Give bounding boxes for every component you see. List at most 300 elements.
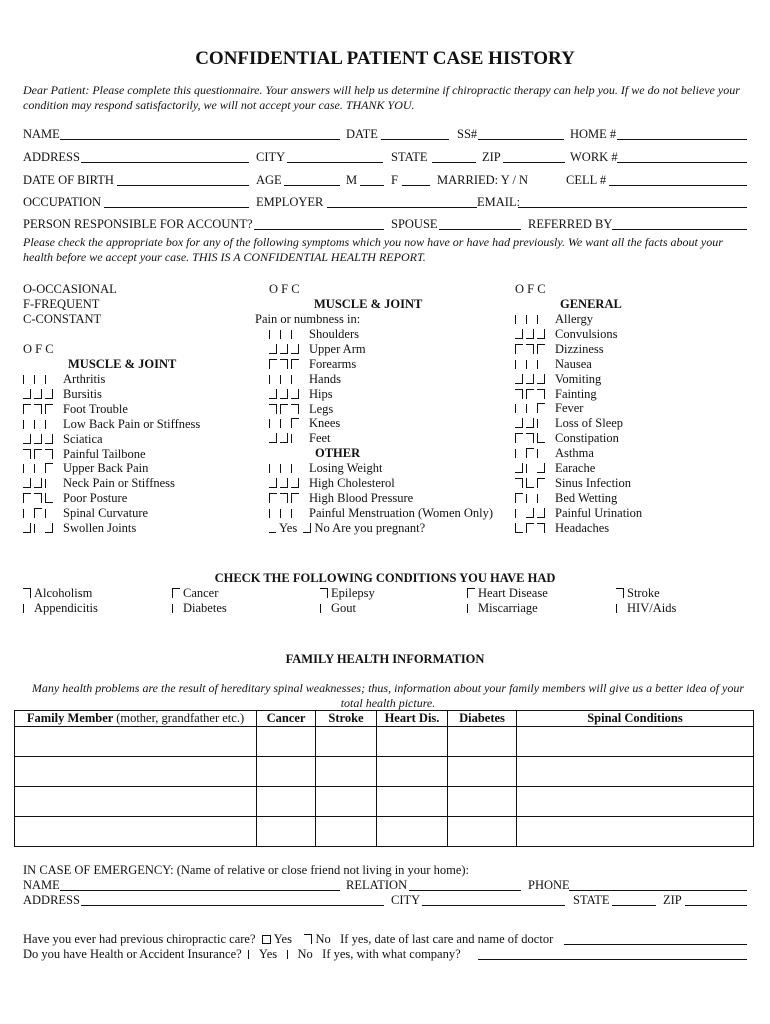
col-heart-dis: Heart Dis.	[377, 711, 448, 727]
q2-yes-checkbox[interactable]	[248, 950, 256, 959]
symptom-checkbox[interactable]	[269, 389, 277, 399]
em-relation-field[interactable]	[409, 878, 521, 891]
col1-item	[23, 417, 200, 432]
cond-cancer[interactable]: Cancer	[172, 586, 218, 601]
symptom-checkbox[interactable]	[515, 449, 523, 458]
symptom-checkbox[interactable]	[291, 330, 299, 339]
em-city-field[interactable]	[422, 893, 565, 906]
symptom-checkbox[interactable]	[34, 434, 42, 444]
q1-no-checkbox[interactable]	[304, 934, 312, 944]
f-label: F	[391, 173, 398, 187]
referred-field[interactable]	[612, 217, 747, 230]
symptom-checkbox[interactable]	[526, 478, 534, 488]
cond-diabetes[interactable]: Diabetes	[172, 601, 227, 616]
other-label: Losing Weight	[309, 461, 383, 475]
conditions-heading: CHECK THE FOLLOWING CONDITIONS YOU HAVE HAD	[214, 571, 556, 585]
symptom-checkbox[interactable]	[280, 419, 288, 428]
symptom-checkbox[interactable]	[23, 509, 31, 518]
col1-item	[23, 387, 200, 402]
symptom-checkbox[interactable]	[537, 389, 545, 399]
symptom-checkbox[interactable]	[537, 374, 545, 384]
symptom-checkbox[interactable]	[291, 493, 299, 503]
col3-item	[515, 446, 642, 461]
ofc-checkboxes[interactable]	[269, 491, 309, 506]
symptom-checkbox[interactable]	[515, 433, 523, 443]
symptom-checkbox[interactable]	[280, 433, 288, 443]
col1-item	[23, 476, 200, 491]
cond-appendicitis[interactable]: Appendicitis	[23, 601, 98, 616]
symptom-checkbox[interactable]	[291, 434, 299, 443]
symptom-checkbox[interactable]	[526, 464, 534, 473]
ofc-checkboxes[interactable]	[269, 372, 309, 387]
symptom-checkbox[interactable]	[291, 418, 299, 428]
other-heading: OTHER	[315, 446, 361, 460]
ofc-checkboxes[interactable]	[515, 446, 555, 461]
q1-yes-checkbox[interactable]	[262, 935, 271, 944]
col1-label: Foot Trouble	[63, 401, 128, 416]
ss-field[interactable]	[478, 127, 564, 140]
age-label: AGE	[256, 173, 282, 187]
symptom-checkbox[interactable]	[280, 509, 288, 518]
symptom-checkbox[interactable]	[45, 404, 53, 414]
cond-alcoholism[interactable]: Alcoholism	[23, 586, 92, 601]
cond-epilepsy[interactable]: Epilepsy	[320, 586, 375, 601]
table-row[interactable]	[15, 817, 754, 847]
q1-yes-label: Yes	[273, 932, 292, 946]
col3-item	[515, 506, 642, 521]
q2-no-checkbox[interactable]	[287, 950, 295, 959]
symptom-checkbox[interactable]	[280, 404, 288, 414]
col1-label: Neck Pain or Stiffness	[63, 476, 175, 491]
symptom-checkbox[interactable]	[23, 389, 31, 399]
ofc-checkboxes[interactable]	[23, 476, 63, 491]
pregnant-no-checkbox[interactable]	[303, 523, 311, 533]
col1-item	[23, 432, 200, 447]
col3-list	[515, 312, 642, 536]
table-row[interactable]	[15, 757, 754, 787]
col1-item	[23, 372, 200, 387]
symptom-checkbox[interactable]	[45, 523, 53, 533]
symptom-checkbox[interactable]	[537, 463, 545, 473]
symptom-checkbox[interactable]	[280, 359, 288, 369]
symptom-checkbox[interactable]	[526, 404, 534, 413]
col3-label: Painful Urination	[555, 505, 643, 520]
symptom-checkbox[interactable]	[269, 419, 277, 428]
ofc-checkboxes[interactable]	[515, 327, 555, 342]
dob-field[interactable]	[117, 173, 249, 186]
symptom-checkbox[interactable]	[526, 418, 534, 428]
ofc-checkboxes[interactable]	[269, 506, 309, 521]
symptom-checkbox[interactable]	[280, 330, 288, 339]
symptom-checkbox[interactable]	[45, 375, 53, 384]
ofc-checkboxes[interactable]	[269, 342, 309, 357]
q2-follow-label: If yes, with what company?	[322, 947, 461, 961]
col1-ofc-header: O F C	[23, 342, 54, 356]
spouse-field[interactable]	[439, 217, 521, 230]
symptom-checkbox[interactable]	[23, 493, 31, 503]
ofc-checkboxes[interactable]	[269, 476, 309, 491]
symptom-checkbox[interactable]	[526, 329, 534, 339]
col2-label: Hands	[309, 371, 341, 386]
col2-item	[269, 357, 366, 372]
ofc-checkboxes[interactable]	[23, 402, 63, 417]
other-label: High Blood Pressure	[309, 490, 414, 505]
symptom-checkbox[interactable]	[291, 478, 299, 488]
symptom-checkbox[interactable]	[515, 463, 523, 473]
ofc-checkboxes[interactable]	[515, 491, 555, 506]
q2-row	[23, 947, 461, 962]
symptom-checkbox[interactable]	[23, 420, 31, 429]
symptom-checkbox[interactable]	[291, 509, 299, 518]
symptom-checkbox[interactable]	[34, 464, 42, 473]
symptom-checkbox[interactable]	[269, 478, 277, 488]
col3-label: Sinus Infection	[555, 475, 632, 490]
m-field[interactable]	[360, 173, 384, 186]
col1-label: Upper Back Pain	[63, 461, 149, 476]
col3-heading: GENERAL	[560, 297, 622, 311]
ofc-checkboxes[interactable]	[515, 387, 555, 402]
symptom-checkbox[interactable]	[45, 493, 53, 503]
emergency-heading: IN CASE OF EMERGENCY: (Name of relative or close friend not living in your home):	[23, 863, 469, 877]
col2-label: Legs	[309, 401, 334, 416]
q2-company-field[interactable]	[478, 947, 747, 960]
col1-label: Bursitis	[63, 386, 102, 401]
symptom-checkbox[interactable]	[526, 523, 534, 533]
symptom-checkbox[interactable]	[269, 359, 277, 369]
col3-item	[515, 491, 642, 506]
ofc-checkboxes[interactable]	[269, 402, 309, 417]
symptom-checkbox[interactable]	[526, 374, 534, 384]
symptom-checkbox[interactable]	[537, 419, 545, 428]
symptom-checkbox[interactable]	[526, 508, 534, 518]
symptom-checkbox[interactable]	[537, 433, 545, 443]
symptom-checkbox[interactable]	[23, 478, 31, 488]
pregnant-yes-label: Yes	[279, 521, 298, 535]
col2-subheading: Pain or numbness in:	[255, 312, 361, 326]
symptom-checkbox[interactable]	[280, 493, 288, 503]
symptom-checkbox[interactable]	[515, 478, 523, 488]
ofc-checkboxes[interactable]	[515, 431, 555, 446]
symptom-checkbox[interactable]	[34, 404, 42, 414]
symptom-checkbox[interactable]	[291, 404, 299, 414]
col3-label: Allergy	[555, 312, 593, 326]
table-row[interactable]	[15, 787, 754, 817]
ofc-checkboxes[interactable]	[515, 401, 555, 416]
col1-item	[23, 402, 200, 417]
state-label: STATE	[391, 150, 428, 164]
cell-phone-field[interactable]	[609, 173, 747, 186]
symptom-checkbox[interactable]	[515, 509, 523, 518]
cond-stroke[interactable]: Stroke	[616, 586, 660, 601]
symptom-checkbox[interactable]	[515, 493, 523, 503]
symptom-checkbox[interactable]	[269, 330, 277, 339]
symptom-checkbox[interactable]	[23, 375, 31, 384]
col3-item	[515, 327, 642, 342]
col1-item	[23, 461, 200, 476]
symptom-checkbox[interactable]	[537, 494, 545, 503]
col3-item	[515, 521, 642, 536]
symptom-checkbox[interactable]	[537, 315, 545, 324]
ofc-checkboxes[interactable]	[515, 372, 555, 387]
ofc-checkboxes[interactable]	[23, 461, 63, 476]
symptom-checkbox[interactable]	[537, 403, 545, 413]
responsible-field[interactable]	[254, 217, 384, 230]
col-cancer: Cancer	[257, 711, 316, 727]
city-label: CITY	[256, 150, 286, 164]
date-label: DATE	[346, 127, 378, 141]
work-label: WORK #	[570, 150, 618, 164]
symptom-checkbox[interactable]	[526, 344, 534, 354]
q1-doctor-field[interactable]	[564, 932, 747, 945]
state-field[interactable]	[432, 150, 476, 163]
work-phone-field[interactable]	[617, 150, 747, 163]
ofc-checkboxes[interactable]	[269, 461, 309, 476]
employer-label: EMPLOYER	[256, 195, 324, 209]
q1-no-label: No	[315, 932, 331, 946]
married-label[interactable]: MARRIED: Y / N	[437, 173, 529, 187]
col1-label: Swollen Joints	[63, 521, 137, 536]
legend-occasional: O-OCCASIONAL	[23, 282, 117, 296]
symptom-checkbox[interactable]	[537, 344, 545, 354]
em-name-label: NAME	[23, 878, 60, 892]
col1-list	[23, 372, 200, 536]
home-phone-field[interactable]	[617, 127, 747, 140]
symptom-checkbox[interactable]	[269, 493, 277, 503]
symptom-checkbox[interactable]	[45, 463, 53, 473]
cond-miscarriage[interactable]: Miscarriage	[467, 601, 538, 616]
symptom-checkbox[interactable]	[45, 449, 53, 459]
symptom-checkbox[interactable]	[269, 375, 277, 384]
email-field[interactable]	[518, 195, 747, 208]
age-field[interactable]	[284, 173, 340, 186]
dob-label: DATE OF BIRTH	[23, 173, 114, 187]
col2-item	[269, 402, 366, 417]
symptom-checkbox[interactable]	[269, 509, 277, 518]
symptom-checkbox[interactable]	[515, 329, 523, 339]
symptom-checkbox[interactable]	[34, 449, 42, 459]
symptom-checkbox[interactable]	[515, 374, 523, 384]
symptom-checkbox[interactable]	[23, 434, 31, 444]
ss-label: SS#	[457, 127, 478, 141]
email-label: EMAIL:	[477, 195, 521, 209]
home-label: HOME #	[570, 127, 617, 141]
zip-field[interactable]	[503, 150, 565, 163]
ofc-checkboxes[interactable]	[515, 416, 555, 431]
symptom-checkbox[interactable]	[34, 524, 42, 533]
cond-heart-disease[interactable]: Heart Disease	[467, 586, 548, 601]
col1-item	[23, 447, 200, 462]
ofc-checkboxes[interactable]	[515, 521, 555, 536]
ofc-checkboxes[interactable]	[269, 357, 309, 372]
em-name-field[interactable]	[60, 878, 340, 891]
employer-field[interactable]	[327, 195, 477, 208]
col3-item	[515, 312, 642, 327]
em-state-field[interactable]	[612, 893, 656, 906]
em-state-label: STATE	[573, 893, 610, 907]
cond-gout[interactable]: Gout	[320, 601, 356, 616]
col2-item	[269, 372, 366, 387]
ofc-checkboxes[interactable]	[23, 447, 63, 462]
symptom-checkbox[interactable]	[269, 464, 277, 473]
address-field[interactable]	[81, 150, 249, 163]
col2-ofc-header: O F C	[269, 282, 300, 296]
col2-label: Forearms	[309, 356, 357, 371]
col3-label: Asthma	[555, 446, 594, 461]
spouse-label: SPOUSE	[391, 217, 438, 231]
symptom-checkbox[interactable]	[45, 434, 53, 444]
ofc-checkboxes[interactable]	[515, 476, 555, 491]
col1-label: Spinal Curvature	[63, 506, 149, 521]
f-field[interactable]	[402, 173, 430, 186]
symptom-checkbox[interactable]	[526, 433, 534, 443]
symptom-checkbox[interactable]	[280, 464, 288, 473]
symptom-checkbox[interactable]	[269, 344, 277, 354]
symptom-checkbox[interactable]	[34, 420, 42, 429]
symptom-checkbox[interactable]	[23, 464, 31, 473]
responsible-label: PERSON RESPONSIBLE FOR ACCOUNT?	[23, 217, 253, 231]
ofc-checkboxes[interactable]	[23, 491, 63, 506]
symptom-checkbox[interactable]	[280, 478, 288, 488]
symptom-checkbox[interactable]	[515, 404, 523, 413]
symptom-checkbox[interactable]	[515, 389, 523, 399]
q2-text: Do you have Health or Accident Insurance?	[23, 947, 242, 961]
col3-label: Convulsions	[555, 326, 618, 341]
symptom-checkbox[interactable]	[280, 389, 288, 399]
em-phone-label: PHONE	[528, 878, 570, 892]
em-address-field[interactable]	[81, 893, 384, 906]
symptom-checkbox[interactable]	[291, 344, 299, 354]
symptom-checkbox[interactable]	[537, 360, 545, 369]
family-table	[14, 710, 754, 847]
col3-label: Nausea	[555, 356, 592, 371]
symptom-checkbox[interactable]	[515, 418, 523, 428]
symptom-checkbox[interactable]	[34, 478, 42, 488]
symptom-checkbox[interactable]	[34, 375, 42, 384]
symptom-checkbox[interactable]	[45, 389, 53, 399]
symptom-checkbox[interactable]	[515, 315, 523, 324]
col3-ofc-header: O F C	[515, 282, 546, 296]
symptom-checkbox[interactable]	[515, 523, 523, 533]
ofc-checkboxes[interactable]	[23, 417, 63, 432]
table-row[interactable]	[15, 727, 754, 757]
ofc-checkboxes[interactable]	[515, 506, 555, 521]
ofc-checkboxes[interactable]	[269, 327, 309, 342]
col1-heading: MUSCLE & JOINT	[68, 357, 177, 371]
col3-item	[515, 416, 642, 431]
ofc-checkboxes[interactable]	[269, 387, 309, 402]
other-item	[269, 476, 493, 491]
col2-item	[269, 431, 366, 446]
symptom-checkbox[interactable]	[34, 508, 42, 518]
other-list	[269, 461, 493, 521]
symptom-checkbox[interactable]	[291, 359, 299, 369]
ofc-checkboxes[interactable]	[23, 506, 63, 521]
ofc-checkboxes[interactable]	[23, 387, 63, 402]
col1-item	[23, 521, 200, 536]
ofc-checkboxes[interactable]	[23, 432, 63, 447]
col2-label: Knees	[309, 416, 341, 431]
symptom-checkbox[interactable]	[526, 494, 534, 503]
col3-label: Headaches	[555, 520, 610, 535]
col3-label: Earache	[555, 461, 596, 476]
ofc-checkboxes[interactable]	[515, 312, 555, 327]
symptom-checkbox[interactable]	[34, 389, 42, 399]
symptom-checkbox[interactable]	[45, 509, 53, 518]
symptom-checkbox[interactable]	[537, 508, 545, 518]
family-intro: Many health problems are the result of hereditary spinal weaknesses; thus, information about your family members will give us a better idea of your total health picture.	[31, 681, 745, 710]
col2-label: Feet	[309, 431, 331, 446]
cond-hiv-aids[interactable]: HIV/Aids	[616, 601, 676, 616]
symptom-checkbox[interactable]	[23, 523, 31, 533]
symptom-checkbox[interactable]	[23, 404, 31, 414]
ofc-checkboxes[interactable]	[269, 431, 309, 446]
col2-label: Hips	[309, 386, 333, 401]
symptom-checkbox[interactable]	[526, 389, 534, 399]
em-zip-field[interactable]	[685, 893, 747, 906]
symptom-checkbox[interactable]	[515, 360, 523, 369]
q1-text: Have you ever had previous chiropractic care?	[23, 932, 256, 946]
ofc-checkboxes[interactable]	[23, 372, 63, 387]
occupation-label: OCCUPATION	[23, 195, 102, 209]
symptom-checkbox[interactable]	[526, 360, 534, 369]
name-field[interactable]	[60, 127, 340, 140]
symptom-checkbox[interactable]	[526, 315, 534, 324]
col1-label: Painful Tailbone	[63, 446, 146, 461]
name-label: NAME	[23, 127, 60, 141]
date-field[interactable]	[381, 127, 449, 140]
symptom-checkbox[interactable]	[269, 433, 277, 443]
symptom-checkbox[interactable]	[526, 448, 534, 458]
symptom-checkbox[interactable]	[537, 329, 545, 339]
symptom-checkbox[interactable]	[280, 375, 288, 384]
col1-label: Low Back Pain or Stiffness	[63, 416, 201, 431]
ofc-checkboxes[interactable]	[515, 357, 555, 372]
city-field[interactable]	[287, 150, 383, 163]
symptom-checkbox[interactable]	[45, 479, 53, 488]
symptom-checkbox[interactable]	[280, 344, 288, 354]
em-phone-field[interactable]	[569, 878, 747, 891]
col3-label: Loss of Sleep	[555, 416, 624, 431]
col-family-member: Family Member (mother, grandfather etc.)	[15, 711, 257, 727]
cell-label: CELL #	[566, 173, 607, 187]
symptom-checkbox[interactable]	[291, 389, 299, 399]
symptom-checkbox[interactable]	[537, 523, 545, 533]
col2-label: Upper Arm	[309, 341, 366, 356]
symptom-checkbox[interactable]	[291, 464, 299, 473]
zip-label: ZIP	[482, 150, 501, 164]
ofc-checkboxes[interactable]	[515, 461, 555, 476]
q1-follow-label: If yes, date of last care and name of doctor	[340, 932, 554, 946]
col2-item	[269, 327, 366, 342]
symptom-checkbox[interactable]	[269, 404, 277, 414]
col-stroke: Stroke	[316, 711, 377, 727]
symptom-checkbox[interactable]	[45, 420, 53, 429]
symptom-checkbox[interactable]	[537, 478, 545, 488]
col3-label: Fainting	[555, 386, 597, 401]
address-label: ADDRESS	[23, 150, 80, 164]
symptom-checkbox[interactable]	[23, 449, 31, 459]
pregnant-yes-checkbox[interactable]	[269, 523, 276, 533]
symptom-checkbox[interactable]	[515, 344, 523, 354]
symptom-checkbox[interactable]	[291, 375, 299, 384]
ofc-checkboxes[interactable]	[23, 521, 63, 536]
ofc-checkboxes[interactable]	[515, 342, 555, 357]
symptom-checkbox[interactable]	[537, 449, 545, 458]
symptom-checkbox[interactable]	[34, 493, 42, 503]
col1-label: Sciatica	[63, 431, 103, 446]
occupation-field[interactable]	[104, 195, 249, 208]
ofc-checkboxes[interactable]	[269, 416, 309, 431]
